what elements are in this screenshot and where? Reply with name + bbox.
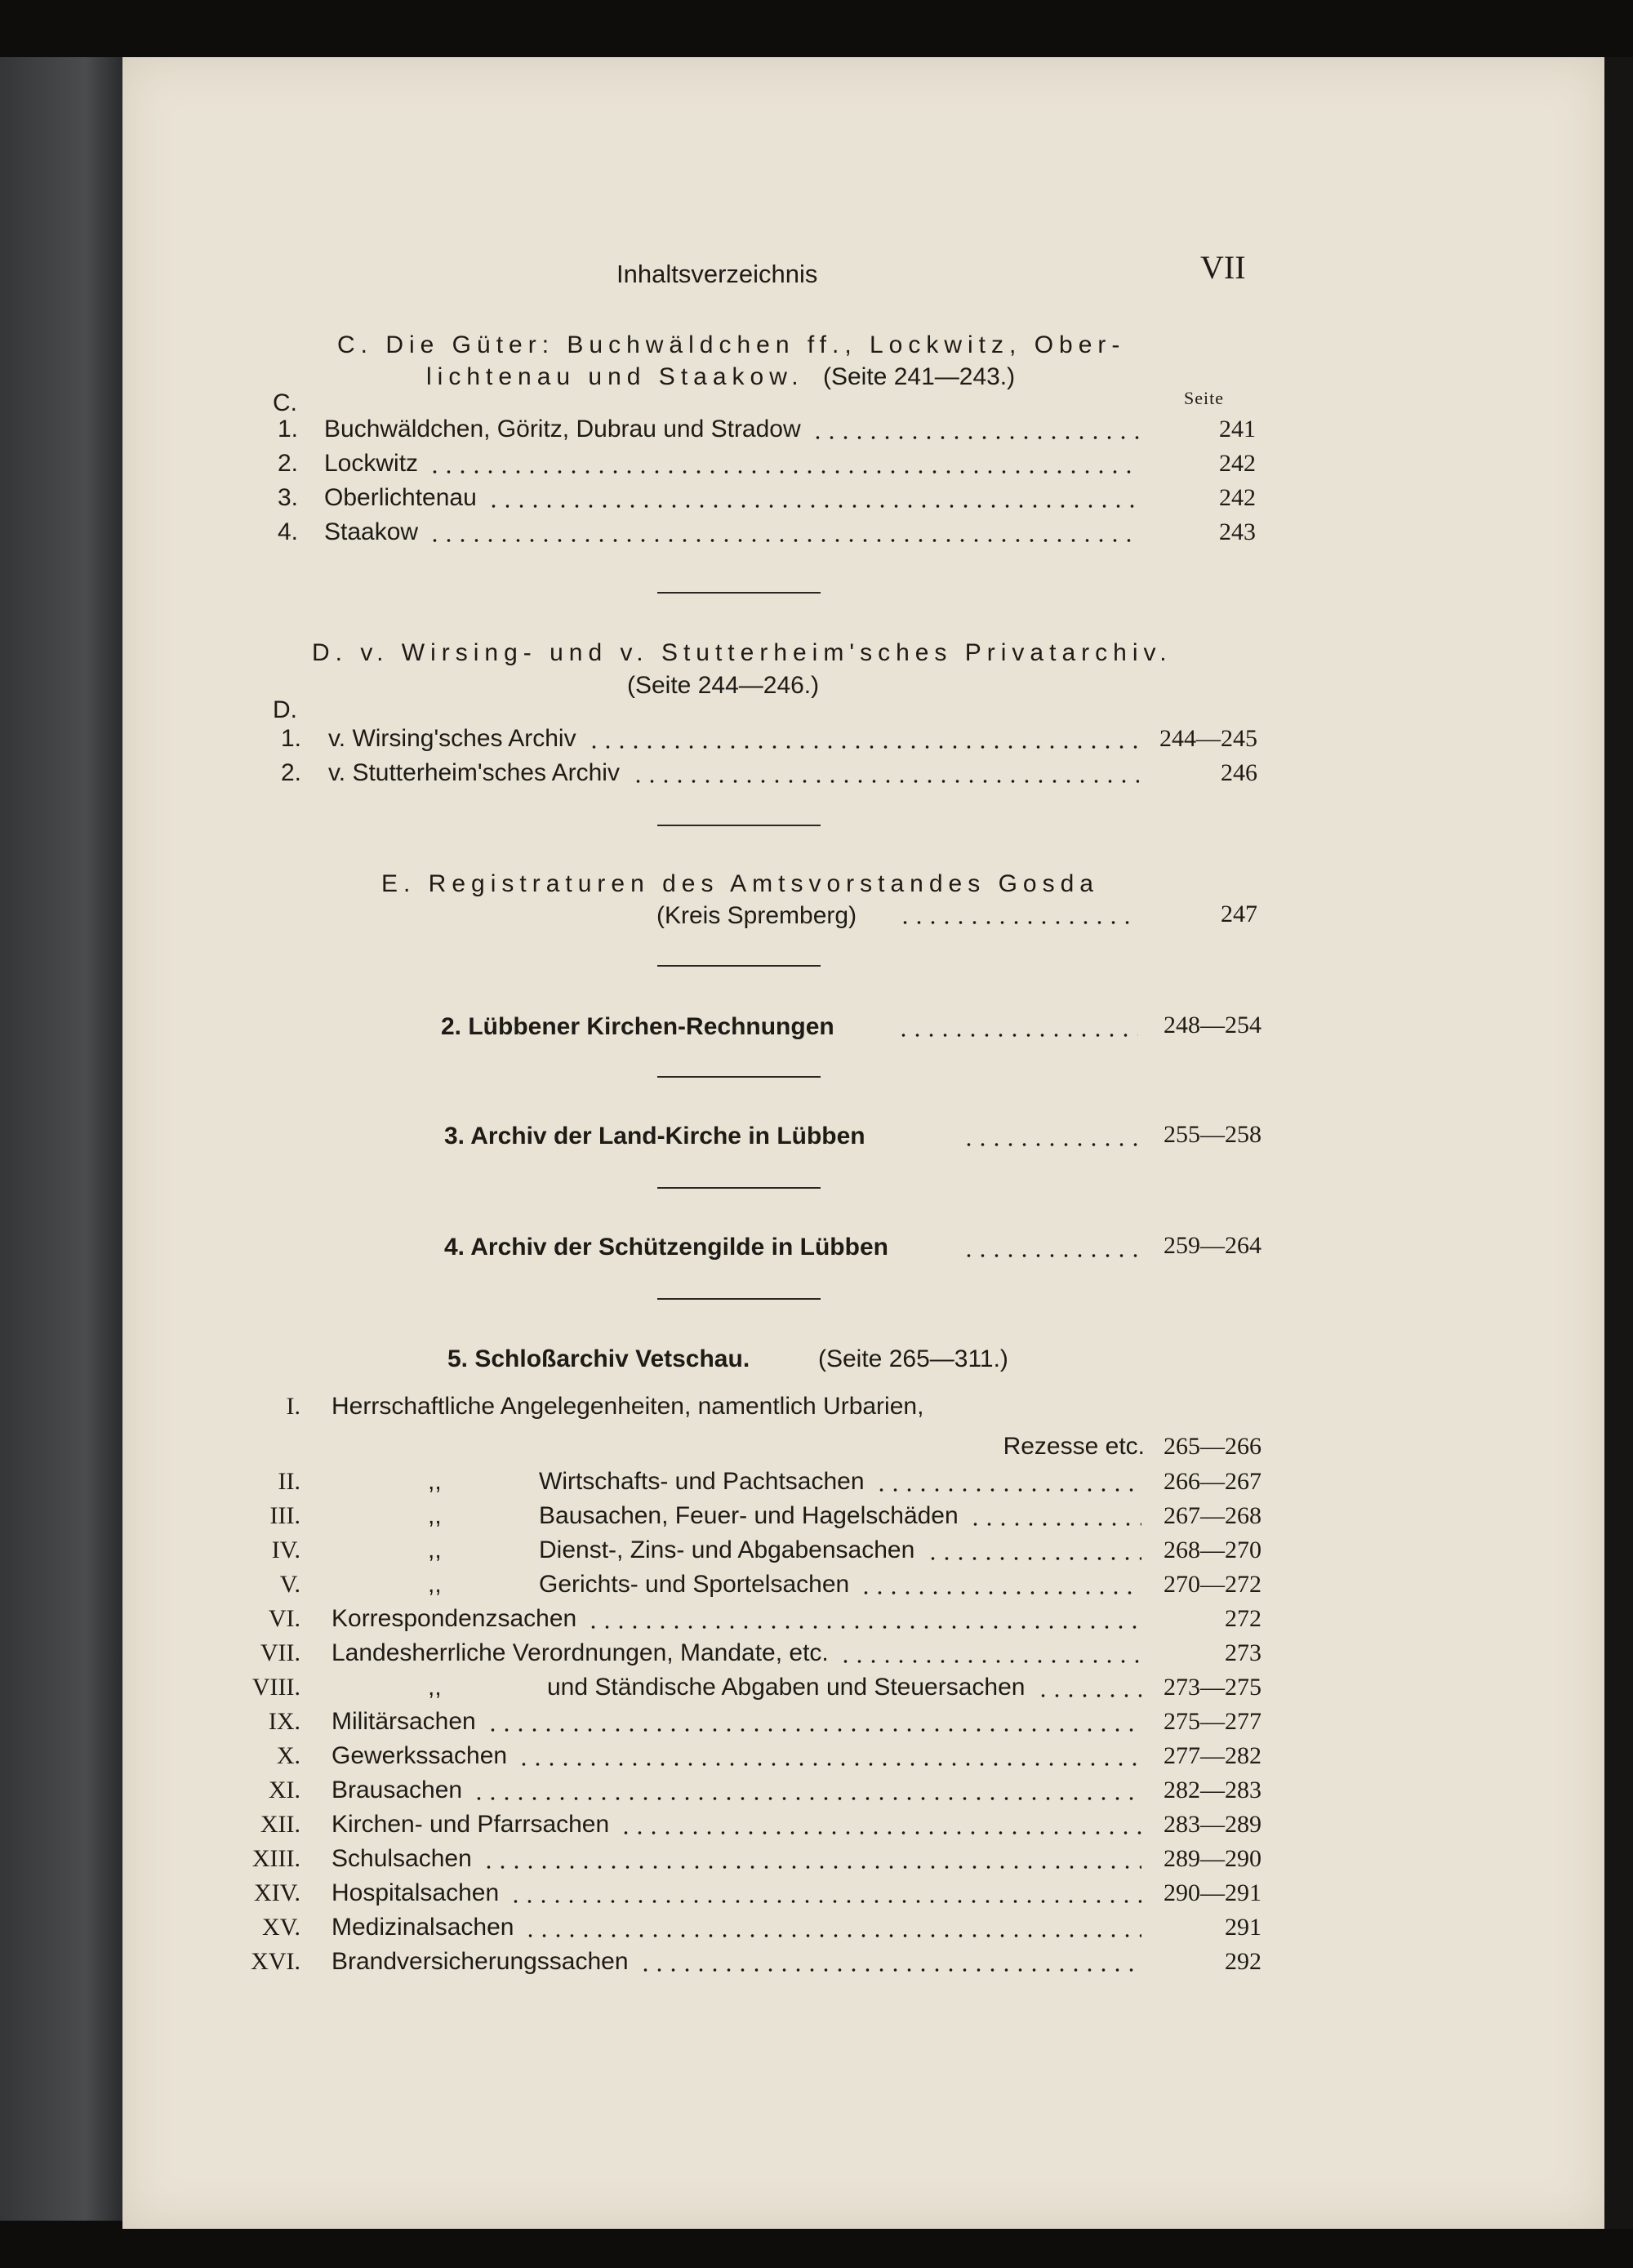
entry-number: 1. bbox=[281, 725, 302, 752]
entry-title: Medizinalsachen bbox=[331, 1914, 514, 1941]
entry-number: XIV. bbox=[254, 1879, 300, 1906]
entry-number: XI. bbox=[268, 1777, 300, 1803]
entry-number: 1. bbox=[278, 416, 299, 442]
entry-pages: 242 bbox=[1219, 484, 1256, 511]
entry-number: VI. bbox=[268, 1605, 300, 1632]
entry-title: Wirtschafts- und Pachtsachen bbox=[539, 1468, 865, 1495]
dot-leader bbox=[811, 436, 1139, 439]
section-d-heading-pages: (Seite 244—246.) bbox=[627, 672, 820, 699]
section-d-heading-line1: D. v. Wirsing- und v. Stutterheim'sches Privatarchiv. bbox=[312, 639, 1172, 666]
entry-title: Brandversicherungssachen bbox=[331, 1948, 629, 1975]
entry-pages: 246 bbox=[1221, 759, 1257, 786]
entry-pages: 270—272 bbox=[1164, 1571, 1261, 1598]
ditto-mark: ,, bbox=[428, 1468, 442, 1495]
dot-leader bbox=[639, 1968, 1141, 1972]
entry-number: 4. bbox=[278, 518, 299, 545]
section-2-title: 2. Lübbener Kirchen-Rechnungen bbox=[441, 1013, 834, 1040]
book-cover-edge bbox=[0, 57, 122, 2221]
dot-leader bbox=[482, 1866, 1141, 1869]
entry-number: VIII. bbox=[251, 1674, 300, 1701]
entry-title-continuation: Rezesse etc. bbox=[1003, 1433, 1145, 1460]
entry-title: Dienst-, Zins- und Abgabensachen bbox=[539, 1536, 915, 1563]
entry-pages: 275—277 bbox=[1164, 1708, 1261, 1735]
entry-pages: 266—267 bbox=[1164, 1468, 1261, 1495]
section-e-heading-line1: E. Registraturen des Amtsvorstandes Gosda bbox=[381, 870, 1099, 897]
dot-leader bbox=[874, 1488, 1141, 1492]
entry-number: 3. bbox=[278, 484, 299, 511]
entry-pages: 241 bbox=[1219, 416, 1256, 442]
entry-number: 2. bbox=[281, 759, 302, 786]
ditto-mark: ,, bbox=[428, 1571, 442, 1598]
entry-number: XVI. bbox=[251, 1948, 300, 1975]
dot-leader bbox=[839, 1660, 1141, 1663]
entry-number: I. bbox=[286, 1393, 300, 1420]
entry-pages: 291 bbox=[1225, 1914, 1261, 1941]
dot-leader bbox=[587, 745, 1139, 749]
divider-rule bbox=[657, 1298, 821, 1300]
entry-pages: 267—268 bbox=[1164, 1502, 1261, 1529]
ditto-mark: ,, bbox=[428, 1502, 442, 1529]
entry-title: und Ständische Abgaben und Steuersachen bbox=[547, 1674, 1026, 1701]
dot-leader bbox=[509, 1900, 1141, 1903]
entry-title: v. Stutterheim'sches Archiv bbox=[328, 759, 620, 786]
dot-leader bbox=[472, 1797, 1141, 1800]
section-5-title: 5. Schloßarchiv Vetschau. bbox=[447, 1345, 750, 1372]
section-4-title: 4. Archiv der Schützengilde in Lübben bbox=[444, 1234, 888, 1261]
section-c-letter: C. bbox=[273, 389, 297, 416]
entry-title: Gerichts- und Sportelsachen bbox=[539, 1571, 850, 1598]
section-5-title-pages: (Seite 265—311.) bbox=[818, 1345, 1008, 1372]
entry-number: XV. bbox=[262, 1914, 300, 1941]
entry-title: Herrschaftliche Angelegenheiten, namentlich Urbarien, bbox=[331, 1393, 924, 1420]
section-2-pages: 248—254 bbox=[1164, 1012, 1261, 1038]
entry-title: Bausachen, Feuer- und Hagelschäden bbox=[539, 1502, 959, 1529]
divider-rule bbox=[657, 1187, 821, 1189]
section-e-pages: 247 bbox=[1221, 901, 1257, 927]
dot-leader bbox=[631, 780, 1139, 783]
entry-title: Korrespondenzsachen bbox=[331, 1605, 577, 1632]
dot-leader bbox=[586, 1625, 1141, 1629]
dot-leader bbox=[487, 505, 1139, 508]
dot-leader bbox=[486, 1728, 1141, 1732]
entry-title: Lockwitz bbox=[324, 450, 419, 477]
section-4-pages: 259—264 bbox=[1164, 1232, 1261, 1259]
dot-leader bbox=[859, 1591, 1141, 1594]
entry-number: VII. bbox=[260, 1639, 300, 1666]
entry-number: 2. bbox=[278, 450, 299, 477]
entry-number: XII. bbox=[260, 1811, 300, 1838]
entry-pages: 273 bbox=[1225, 1639, 1261, 1666]
column-label-seite: Seite bbox=[1184, 388, 1224, 408]
entry-number: IV. bbox=[271, 1536, 300, 1563]
entry-title: Buchwäldchen, Göritz, Dubrau und Stradow bbox=[324, 416, 801, 442]
entry-pages: 273—275 bbox=[1164, 1674, 1261, 1701]
entry-pages: 290—291 bbox=[1164, 1879, 1261, 1906]
entry-pages: 272 bbox=[1225, 1605, 1261, 1632]
entry-number: V. bbox=[279, 1571, 300, 1598]
entry-title: Militärsachen bbox=[331, 1708, 476, 1735]
entry-number: III. bbox=[269, 1502, 300, 1529]
page-number: VII bbox=[1200, 249, 1246, 286]
entry-title: v. Wirsing'sches Archiv bbox=[328, 725, 576, 752]
page-edge-shadow bbox=[1604, 57, 1633, 2229]
section-3-title: 3. Archiv der Land-Kirche in Lübben bbox=[444, 1123, 865, 1150]
entry-pages: 242 bbox=[1219, 450, 1256, 477]
entry-number: II. bbox=[278, 1468, 300, 1495]
section-d-letter: D. bbox=[273, 696, 297, 723]
entry-pages: 292 bbox=[1225, 1948, 1261, 1975]
entry-number: X. bbox=[276, 1742, 300, 1769]
entry-title: Kirchen- und Pfarrsachen bbox=[331, 1811, 610, 1838]
divider-rule bbox=[657, 825, 821, 826]
entry-pages: 244—245 bbox=[1159, 725, 1257, 752]
entry-title: Staakow bbox=[324, 518, 419, 545]
dot-leader bbox=[898, 921, 1135, 924]
dot-leader bbox=[523, 1934, 1141, 1937]
dot-leader bbox=[619, 1831, 1141, 1834]
entry-pages: 268—270 bbox=[1164, 1536, 1261, 1563]
entry-pages: 243 bbox=[1219, 518, 1256, 545]
entry-title: Hospitalsachen bbox=[331, 1879, 500, 1906]
divider-rule bbox=[657, 965, 821, 967]
entry-title: Landesherrliche Verordnungen, Mandate, etc. bbox=[331, 1639, 829, 1666]
entry-title: Oberlichtenau bbox=[324, 484, 477, 511]
entry-title: Brausachen bbox=[331, 1777, 463, 1803]
section-e-heading-line2: (Kreis Spremberg) bbox=[656, 902, 857, 929]
section-c-heading-pages: (Seite 241—243.) bbox=[823, 363, 1016, 390]
dot-leader bbox=[517, 1763, 1141, 1766]
ditto-mark: ,, bbox=[428, 1536, 442, 1563]
section-c-heading-line2: lichtenau und Staakow. bbox=[426, 363, 804, 390]
ditto-mark: ,, bbox=[428, 1674, 442, 1701]
section-c-heading-line1: C. Die Güter: Buchwäldchen ff., Lockwitz, Ober- bbox=[337, 331, 1126, 358]
entry-number: XIII. bbox=[251, 1845, 300, 1872]
entry-pages: 282—283 bbox=[1164, 1777, 1261, 1803]
dot-leader bbox=[428, 470, 1139, 474]
entry-pages: 265—266 bbox=[1164, 1433, 1261, 1460]
entry-title: Schulsachen bbox=[331, 1845, 472, 1872]
divider-rule bbox=[657, 592, 821, 594]
dot-leader bbox=[428, 539, 1139, 542]
entry-pages: 289—290 bbox=[1164, 1845, 1261, 1872]
divider-rule bbox=[657, 1076, 821, 1078]
section-3-pages: 255—258 bbox=[1164, 1121, 1261, 1148]
entry-pages: 277—282 bbox=[1164, 1742, 1261, 1769]
entry-number: IX. bbox=[268, 1708, 300, 1735]
running-header-title: Inhaltsverzeichnis bbox=[616, 260, 818, 288]
entry-title: Gewerkssachen bbox=[331, 1742, 508, 1769]
entry-pages: 283—289 bbox=[1164, 1811, 1261, 1838]
